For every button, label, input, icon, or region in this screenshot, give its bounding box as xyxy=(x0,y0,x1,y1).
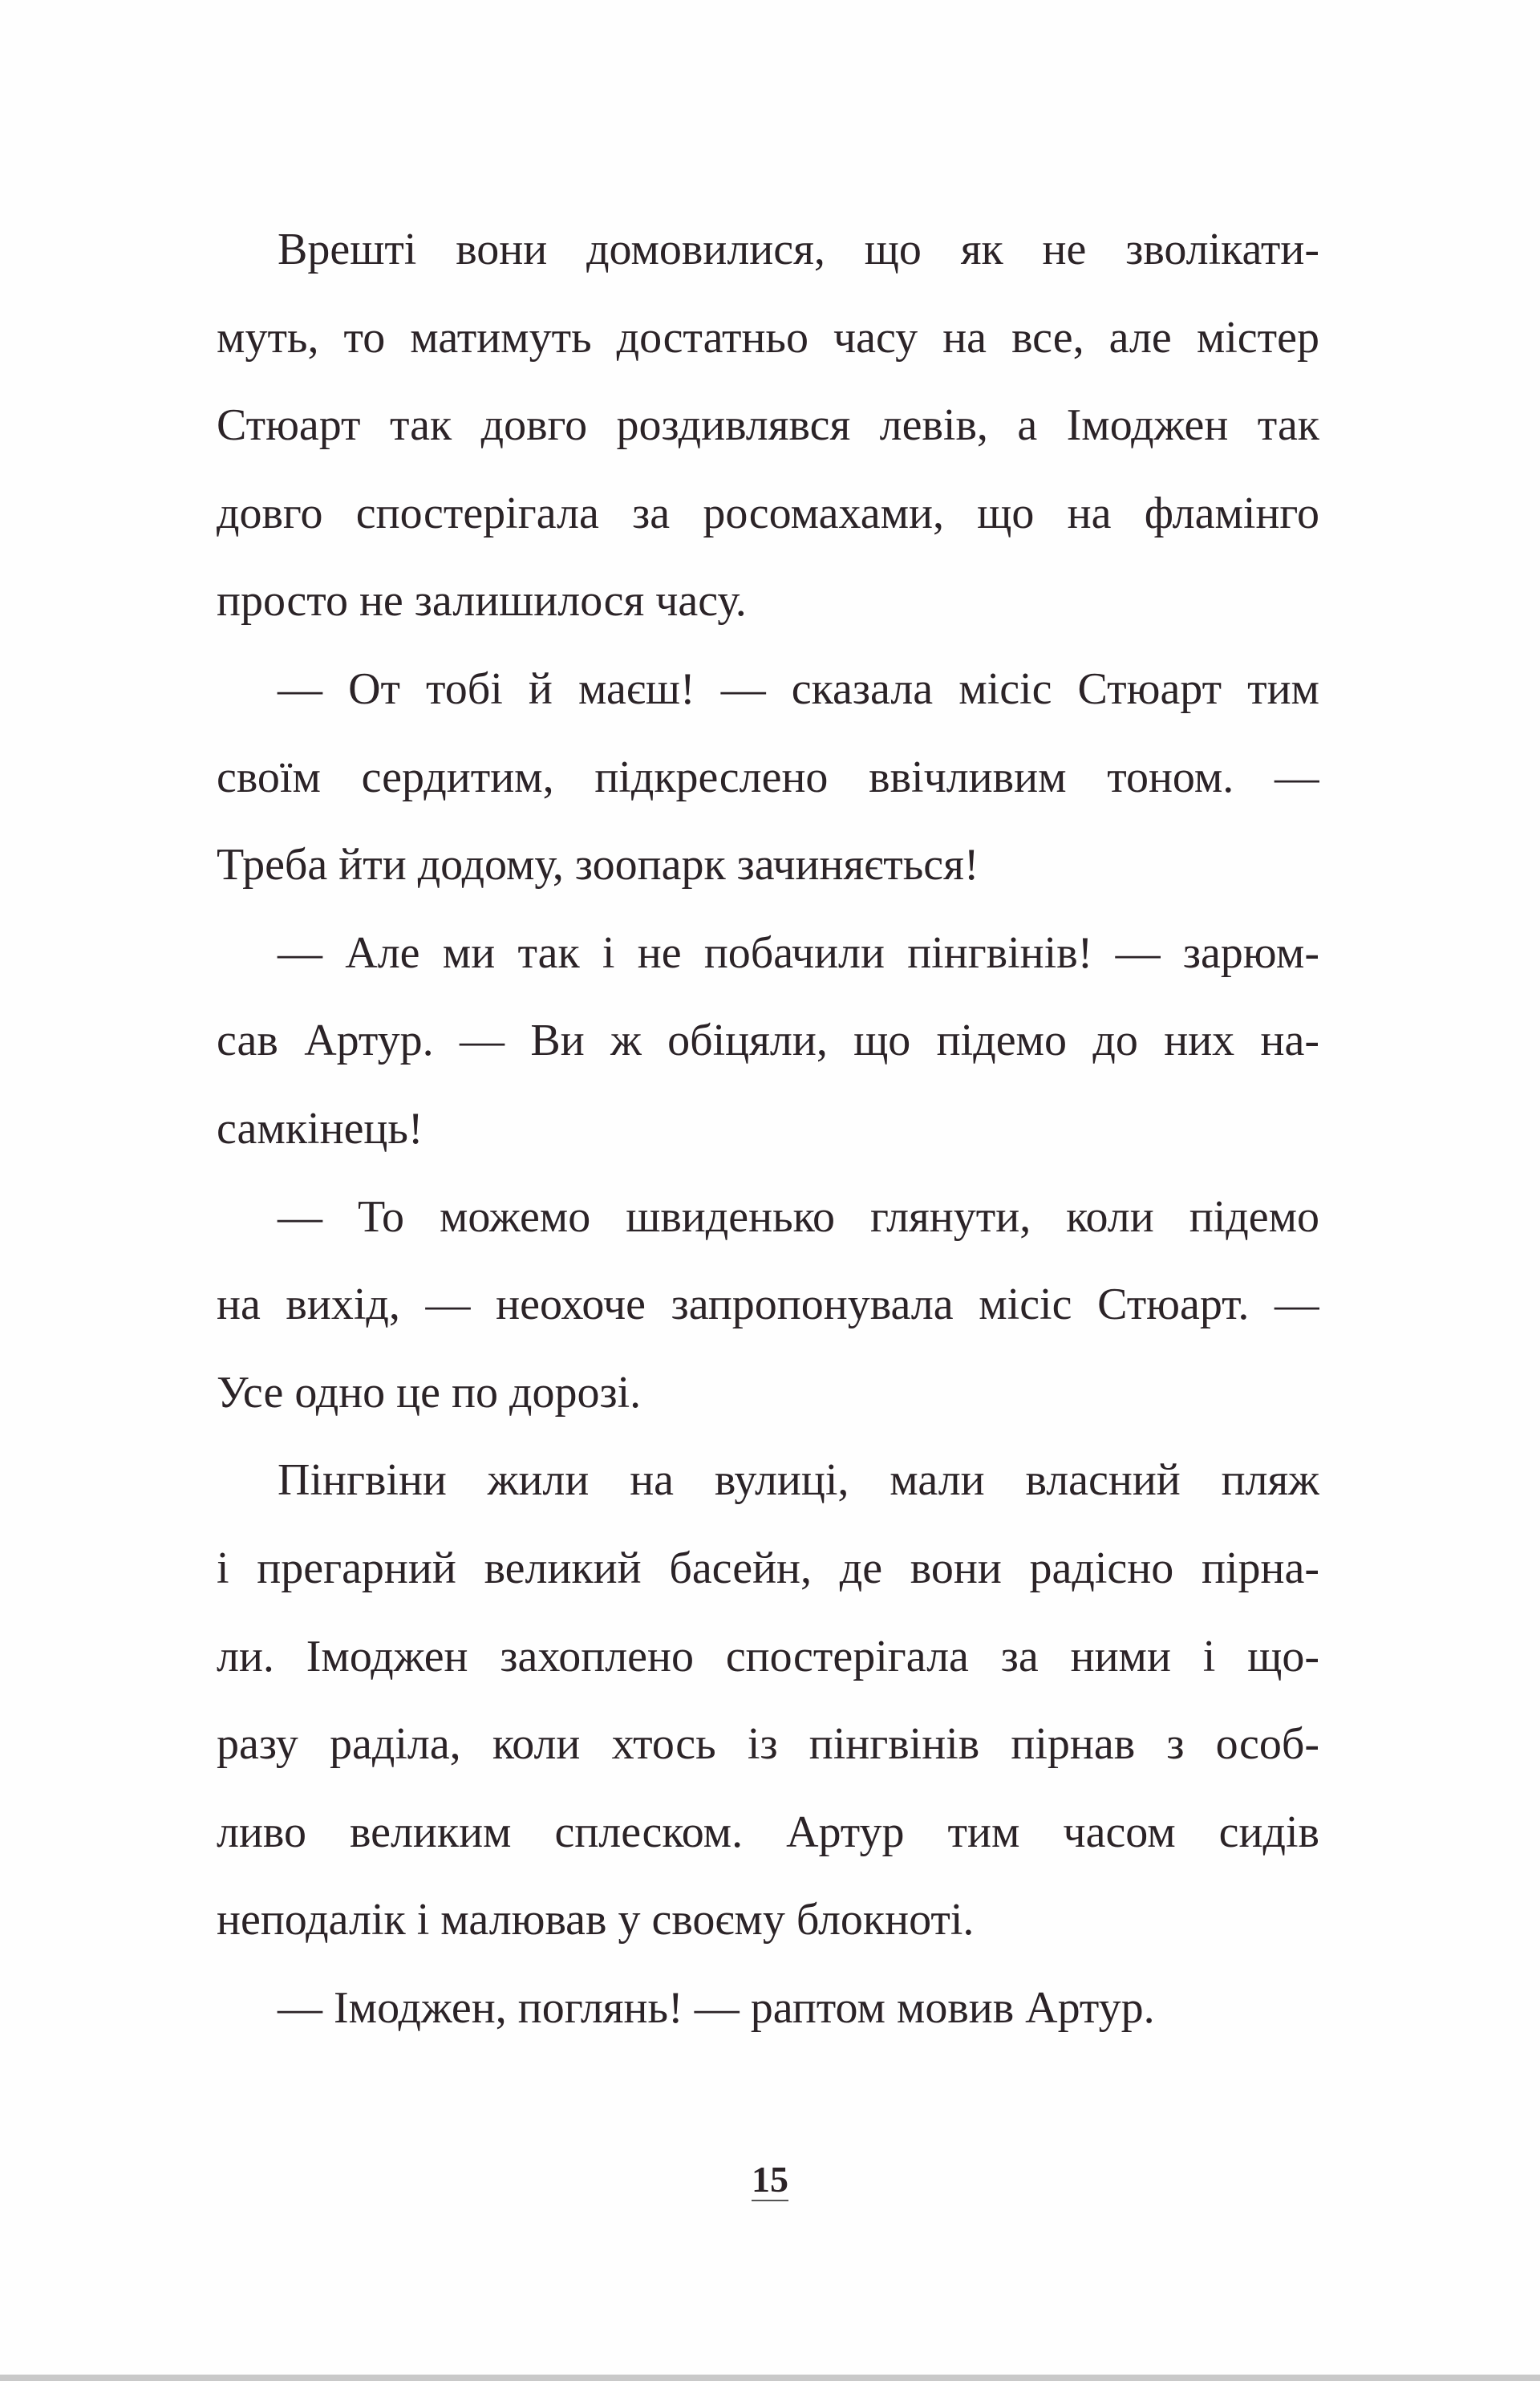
text-line: просто не залишилося часу. xyxy=(217,576,747,627)
text-line: неподалік і малював у своєму блокноті. xyxy=(217,1895,975,1945)
text-line: довго спостерігала за росомахами, що на фламінго xyxy=(217,488,1319,538)
page-number xyxy=(0,2158,1540,2200)
text-line: — Але ми так і не побачили пінгвінів! — зарюм- xyxy=(278,927,1319,978)
page-number-text: 15 xyxy=(752,2159,788,2200)
text-line: — Імоджен, поглянь! — раптом мовив Артур. xyxy=(278,1982,1155,2033)
text-line: муть, то матимуть достатньо часу на все, але містер xyxy=(217,312,1319,363)
text-line: самкінець! xyxy=(217,1103,424,1154)
body-text xyxy=(217,206,1319,2052)
text-line: — То можемо швиденько глянути, коли підемо xyxy=(278,1191,1319,1242)
bottom-edge xyxy=(0,2375,1540,2381)
text-line: своїм сердитим, підкреслено ввічливим тоном. — xyxy=(217,752,1319,802)
text-line: Усе одно це по дорозі. xyxy=(217,1367,642,1418)
text-line: Врешті вони домовилися, що як не зволікати- xyxy=(278,225,1319,274)
text-line: — От тобі й маєш! — сказала місіс Стюарт тим xyxy=(278,663,1319,714)
text-line: Пінгвіни жили на вулиці, мали власний пляж xyxy=(278,1455,1319,1506)
text-line: ливо великим сплеском. Артур тим часом сидів xyxy=(217,1807,1319,1857)
text-line: Стюарт так довго роздивлявся левів, а Імоджен так xyxy=(217,400,1319,451)
text-line: і прегарний великий басейн, де вони радісно пірна- xyxy=(217,1543,1319,1593)
text-line: разу раділа, коли хтось із пінгвінів пірнав з особ- xyxy=(217,1719,1319,1770)
text-line: сав Артур. — Ви ж обіцяли, що підемо до них на- xyxy=(217,1016,1319,1066)
text-line: ли. Імоджен захоплено спостерігала за ними і що- xyxy=(217,1631,1319,1681)
text-line: на вихід, — неохоче запропонувала місіс Стюарт. — xyxy=(217,1280,1319,1330)
text-line: Треба йти додому, зоопарк зачиняється! xyxy=(217,840,979,890)
